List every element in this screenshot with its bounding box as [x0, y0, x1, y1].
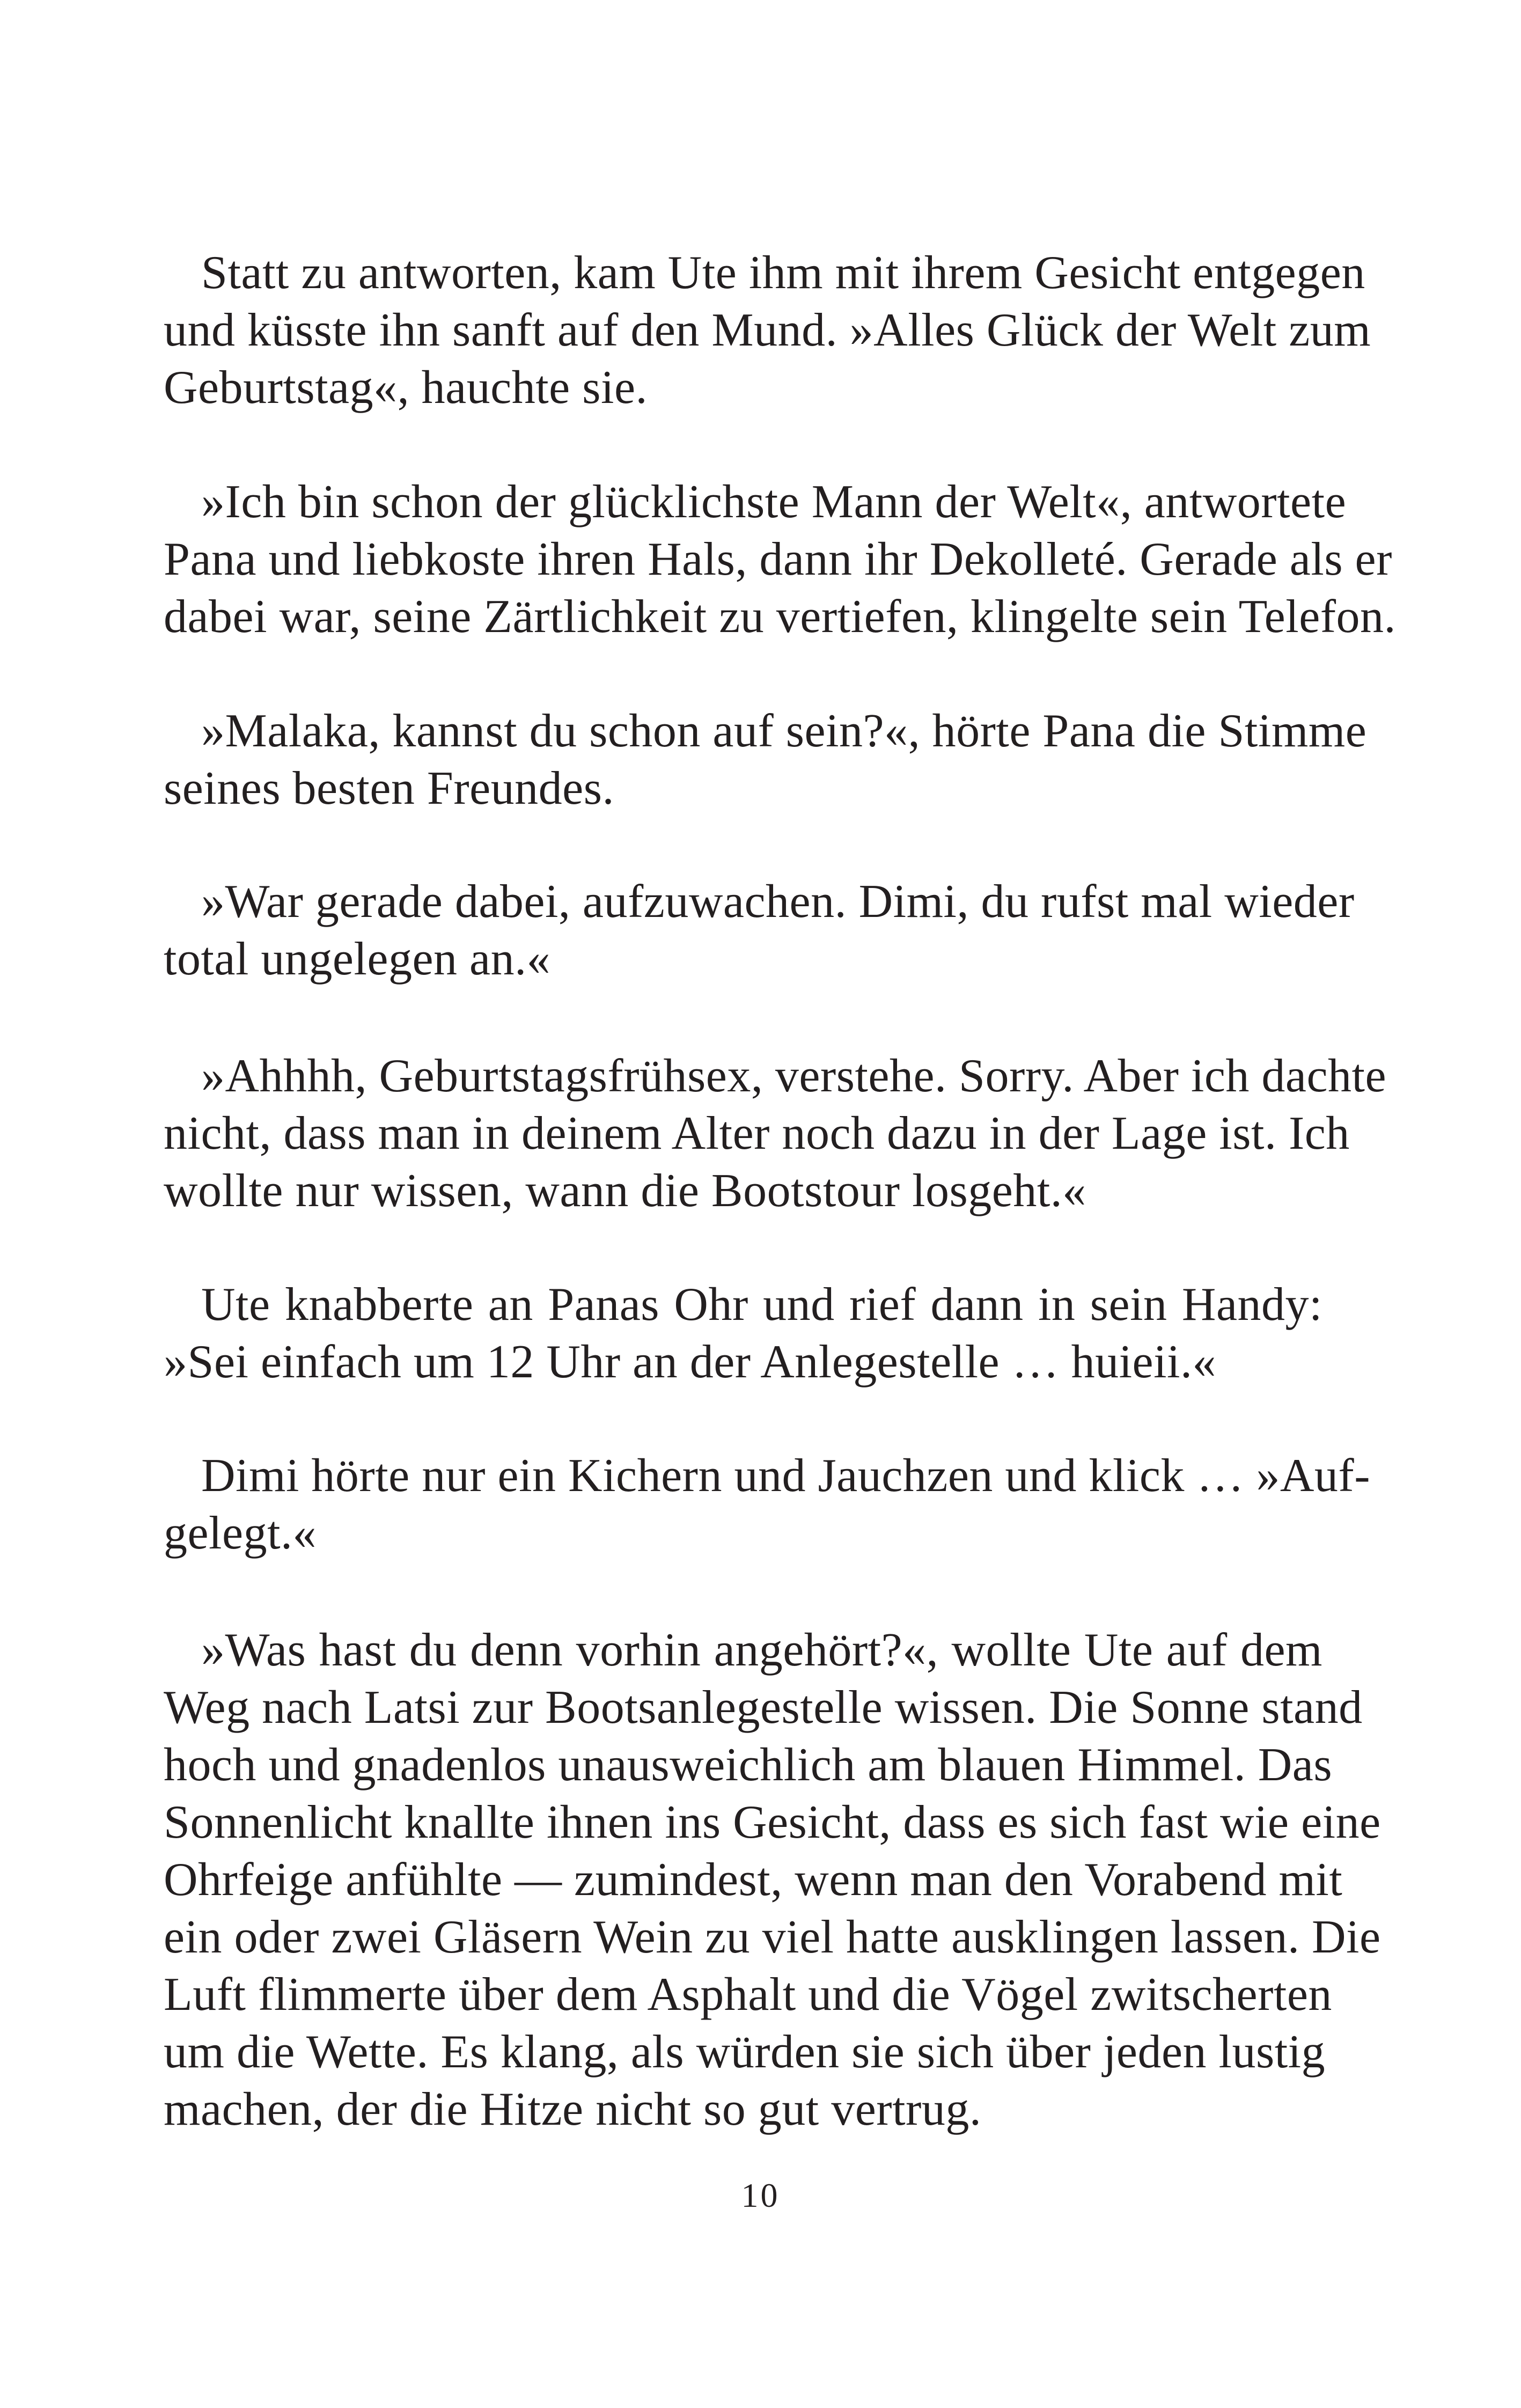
text-line: Geburtstag«, hauchte sie.: [164, 362, 648, 414]
text-line: »Sei einfach um 12 Uhr an der Anlegestelle … huieii.«: [164, 1336, 1216, 1388]
text-line: Ute knabberte an Panas Ohr und rief dann in sein Handy:: [201, 1279, 1322, 1331]
text-line: wollte nur wissen, wann die Bootstour losgeht.«: [164, 1165, 1086, 1217]
paragraph-6: [164, 1276, 1322, 1391]
text-line: Weg nach Latsi zur Bootsanlegestelle wissen. Die Sonne stand: [164, 1682, 1363, 1734]
text-line: Dimi hörte nur ein Kichern und Jauchzen und klick … »Auf-: [201, 1450, 1371, 1502]
text-line: total ungelegen an.«: [164, 933, 551, 985]
text-line: »Ich bin schon der glücklichste Mann der Welt«, antwortete: [201, 476, 1347, 528]
paragraph-3: [164, 702, 1367, 817]
text-line: Sonnenlicht knallte ihnen ins Gesicht, dass es sich fast wie eine: [164, 1796, 1381, 1848]
text-line: Pana und liebkoste ihren Hals, dann ihr Dekolleté. Gerade als er: [164, 533, 1392, 585]
text-line: seines besten Freundes.: [164, 762, 614, 814]
page-number: 10: [741, 2176, 780, 2214]
text-line: »Ahhhh, Geburtstagsfrühsex, verstehe. Sorry. Aber ich dachte: [201, 1050, 1387, 1102]
paragraph-5: [164, 1047, 1387, 1220]
paragraph-7: [164, 1447, 1371, 1562]
text-line: Ohrfeige anfühlte — zumindest, wenn man den Vorabend mit: [164, 1854, 1343, 1906]
text-line: gelegt.«: [164, 1507, 317, 1559]
text-line: ein oder zwei Gläsern Wein zu viel hatte ausklingen lassen. Die: [164, 1911, 1381, 1963]
text-line: machen, der die Hitze nicht so gut vertrug.: [164, 2083, 982, 2135]
text-line: und küsste ihn sanft auf den Mund. »Alles Glück der Welt zum: [164, 304, 1371, 356]
paragraph-1: [164, 244, 1371, 416]
text-line: um die Wette. Es klang, als würden sie sich über jeden lustig: [164, 2026, 1326, 2078]
text-line: »Was hast du denn vorhin angehört?«, wollte Ute auf dem: [201, 1624, 1322, 1676]
paragraph-8: [164, 1621, 1381, 2138]
text-line: nicht, dass man in deinem Alter noch dazu in der Lage ist. Ich: [164, 1107, 1350, 1159]
text-line: hoch und gnadenlos unausweichlich am blauen Himmel. Das: [164, 1739, 1333, 1791]
paragraph-4: [164, 873, 1355, 988]
text-line: »Malaka, kannst du schon auf sein?«, hörte Pana die Stimme: [201, 705, 1367, 757]
text-line: dabei war, seine Zärtlichkeit zu vertiefen, klingelte sein Telefon.: [164, 591, 1397, 643]
text-line: »War gerade dabei, aufzuwachen. Dimi, du rufst mal wieder: [201, 876, 1355, 928]
paragraph-2: [164, 473, 1397, 645]
text-line: Luft flimmerte über dem Asphalt und die Vögel zwitscherten: [164, 1969, 1332, 2021]
text-line: Statt zu antworten, kam Ute ihm mit ihrem Gesicht entgegen: [201, 247, 1365, 299]
